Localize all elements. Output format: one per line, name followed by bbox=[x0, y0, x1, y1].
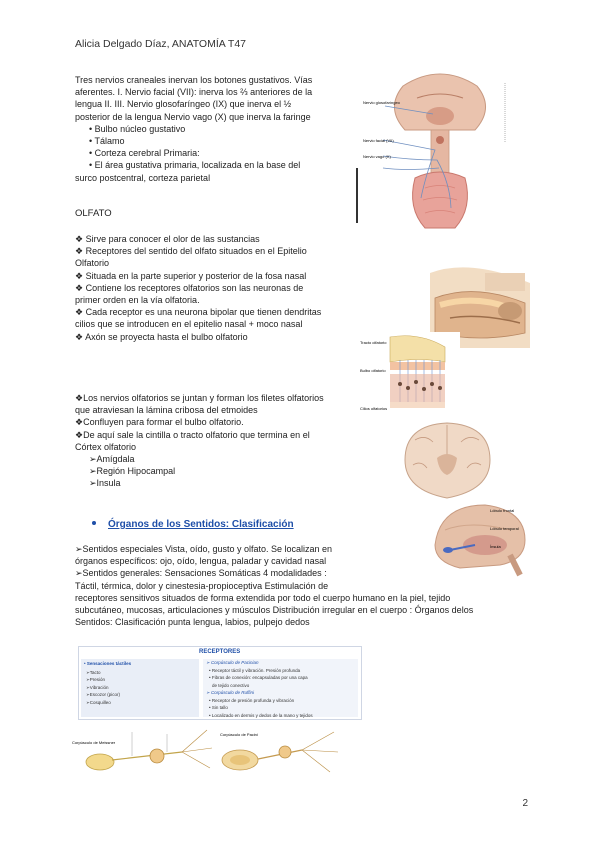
receptors-right-item: • Sin tallo bbox=[209, 705, 228, 710]
receptors-title: RECEPTORES bbox=[199, 649, 241, 655]
gusto-intro-line: aferentes. I. Nervio facial (VII): inerva los ⅔ anteriores de la bbox=[75, 87, 313, 98]
olfato-bullet: Olfatorio bbox=[75, 258, 110, 269]
receptors-right-item: • Receptor táctil y vibración. Presión profunda bbox=[209, 667, 301, 673]
brain-sagittal-figure bbox=[430, 500, 530, 580]
organos-heading-link[interactable]: Órganos de los Sentidos: Clasificación bbox=[108, 519, 294, 530]
organos-line: subcutáneo, mucosas, articulaciones y músculos Distribución irregular en el cuerpo : Órganos delos bbox=[75, 605, 474, 616]
organos-line: ➢Sentidos generales: Sensaciones Somáticas 4 modalidades : bbox=[75, 568, 327, 579]
olfato-bullet: ❖ Axón se proyecta hasta el bulbo olfatorio bbox=[75, 331, 248, 342]
gusto-step: • El área gustativa primaria, localizada en la base del bbox=[89, 160, 301, 171]
olfato-path bbox=[75, 392, 360, 490]
taste-label-c: Nervio vago (X) bbox=[363, 154, 391, 159]
receptor-illustrations bbox=[72, 722, 360, 780]
brain-coronal-figure bbox=[395, 420, 500, 500]
olf-label-b: Bulbo olfatorio bbox=[360, 368, 386, 373]
organos-line: Táctil, térmica, dolor y cinestesia-propioceptiva Estimulación de bbox=[75, 580, 329, 591]
taste-label-a: Nervio glosofaríngeo bbox=[363, 100, 400, 105]
receptors-left-item: ➢Tacto bbox=[86, 669, 101, 675]
olfato-bullet: ❖ Contiene los receptores olfatorios son las neuronas de bbox=[75, 282, 304, 293]
page-number: 2 bbox=[522, 798, 528, 809]
gusto-section bbox=[75, 74, 355, 184]
olfato-path-line: ❖De aquí sale la cintilla o tracto olfatorio que termina en el bbox=[75, 429, 310, 440]
receptors-left-item: ➢Cosquilleo bbox=[86, 699, 111, 705]
receptors-right-panel bbox=[203, 659, 358, 717]
brain-label-c: Ínsula bbox=[490, 544, 501, 549]
olf-label-c: Cilios olfatorios bbox=[360, 406, 388, 411]
organos-line: ➢Sentidos especiales Vista, oído, gusto y olfato. Se localizan en bbox=[75, 544, 333, 554]
gusto-step: • Corteza cerebral Primaria: bbox=[89, 148, 200, 159]
olfato-path-line: ❖Confluyen para formar el bulbo olfatorio. bbox=[75, 417, 244, 428]
gusto-intro-line: Tres nervios craneales inervan los botones gustativos. Vías bbox=[75, 75, 313, 85]
olf-label-a: Tracto olfatorio bbox=[360, 340, 387, 345]
receptors-table bbox=[78, 646, 362, 720]
taste-pathway-figure bbox=[355, 68, 525, 238]
olfato-target: ➢Amígdala bbox=[89, 454, 135, 465]
receptors-left-panel bbox=[81, 659, 199, 717]
gusto-step: • Bulbo núcleo gustativo bbox=[89, 123, 186, 134]
receptors-right-item: ➢ Corpúsculo de Pacinian bbox=[206, 660, 259, 665]
olfato-bullet: ❖ Cada receptor es una neurona bipolar que tienen dendritas bbox=[75, 307, 322, 318]
bullet-dot-icon bbox=[92, 521, 96, 525]
receptors-right-item: • Localizado en dermis y dedos de la mano y tejidos bbox=[209, 712, 313, 718]
olfato-bullet: ❖ Situada en la parte superior y posterior de la fosa nasal bbox=[75, 270, 307, 281]
receptors-right-item: ➢ Corpúsculo de Ruffini bbox=[206, 690, 255, 695]
receptors-right-item: de tejido conectivo bbox=[212, 682, 250, 688]
gusto-intro-line: posterior de la lengua Nervio vago (X) que inerva la faringe bbox=[75, 111, 311, 122]
receptors-left-item: ➢Presión bbox=[86, 677, 106, 682]
brain-label-b: Lóbulo temporal bbox=[490, 526, 519, 531]
olfato-bullets bbox=[75, 233, 360, 343]
olfato-bullet: primer orden en la vía olfatoria. bbox=[75, 295, 200, 306]
organos-line: receptores sensitivos situados de forma extendida por todo el cuerpo humano en la piel, tejido bbox=[75, 592, 451, 603]
olfato-path-line: ❖Los nervios olfatorios se juntan y forman los filetes olfatorios bbox=[75, 393, 324, 403]
receptor-caption-right: Corpúsculo de Pacini bbox=[220, 732, 258, 737]
olfato-title: OLFATO bbox=[75, 208, 112, 219]
page-header: Alicia Delgado Díaz, ANATOMÍA T47 bbox=[75, 38, 246, 50]
receptor-caption-left: Corpúsculo de Meissner bbox=[72, 740, 116, 745]
olfato-path-line: Córtex olfatorio bbox=[75, 441, 137, 452]
olfato-target: ➢Región Hipocampal bbox=[89, 466, 176, 477]
organos-line: Sentidos: Clasificación punta lengua, labios, pulpejo dedos bbox=[75, 617, 310, 628]
taste-label-b: Nervio facial (VII) bbox=[363, 138, 394, 143]
olfactory-epithelium-figure bbox=[360, 332, 460, 417]
organos-heading-row bbox=[92, 514, 294, 532]
receptors-right-item: • Fibras de conexión: encapsuladas por una capa bbox=[209, 675, 308, 680]
gusto-step-tail: surco postcentral, corteza parietal bbox=[75, 172, 211, 183]
receptors-left-item: ➢Escozor (picor) bbox=[86, 692, 121, 697]
receptors-left-item: ➢Vibración bbox=[86, 684, 109, 690]
receptors-left-heading: • Sensaciones táctiles bbox=[84, 661, 132, 666]
olfato-bullet: ❖ Receptores del sentido del olfato situados en el Epitelio bbox=[75, 246, 307, 257]
olfato-bullet: ❖ Sirve para conocer el olor de las sustancias bbox=[75, 234, 260, 244]
olfato-target: ➢Insula bbox=[89, 478, 121, 489]
gusto-intro-line: lengua II. III. Nervio glosofaríngeo (IX) que inerva el ½ bbox=[75, 99, 292, 110]
brain-label-a: Lóbulo frontal bbox=[490, 508, 515, 513]
receptors-right-item: • Receptor de presión profunda y vibración bbox=[209, 697, 295, 703]
olfato-path-line: que atraviesan la lámina cribosa del etmoides bbox=[75, 405, 258, 416]
olfato-bullet: cilios que se introducen en el epitelio nasal + moco nasal bbox=[75, 319, 303, 330]
gusto-step: • Tálamo bbox=[89, 136, 125, 147]
organos-line: órganos específicos: ojo, oído, lengua, paladar y cavidad nasal bbox=[75, 556, 327, 567]
